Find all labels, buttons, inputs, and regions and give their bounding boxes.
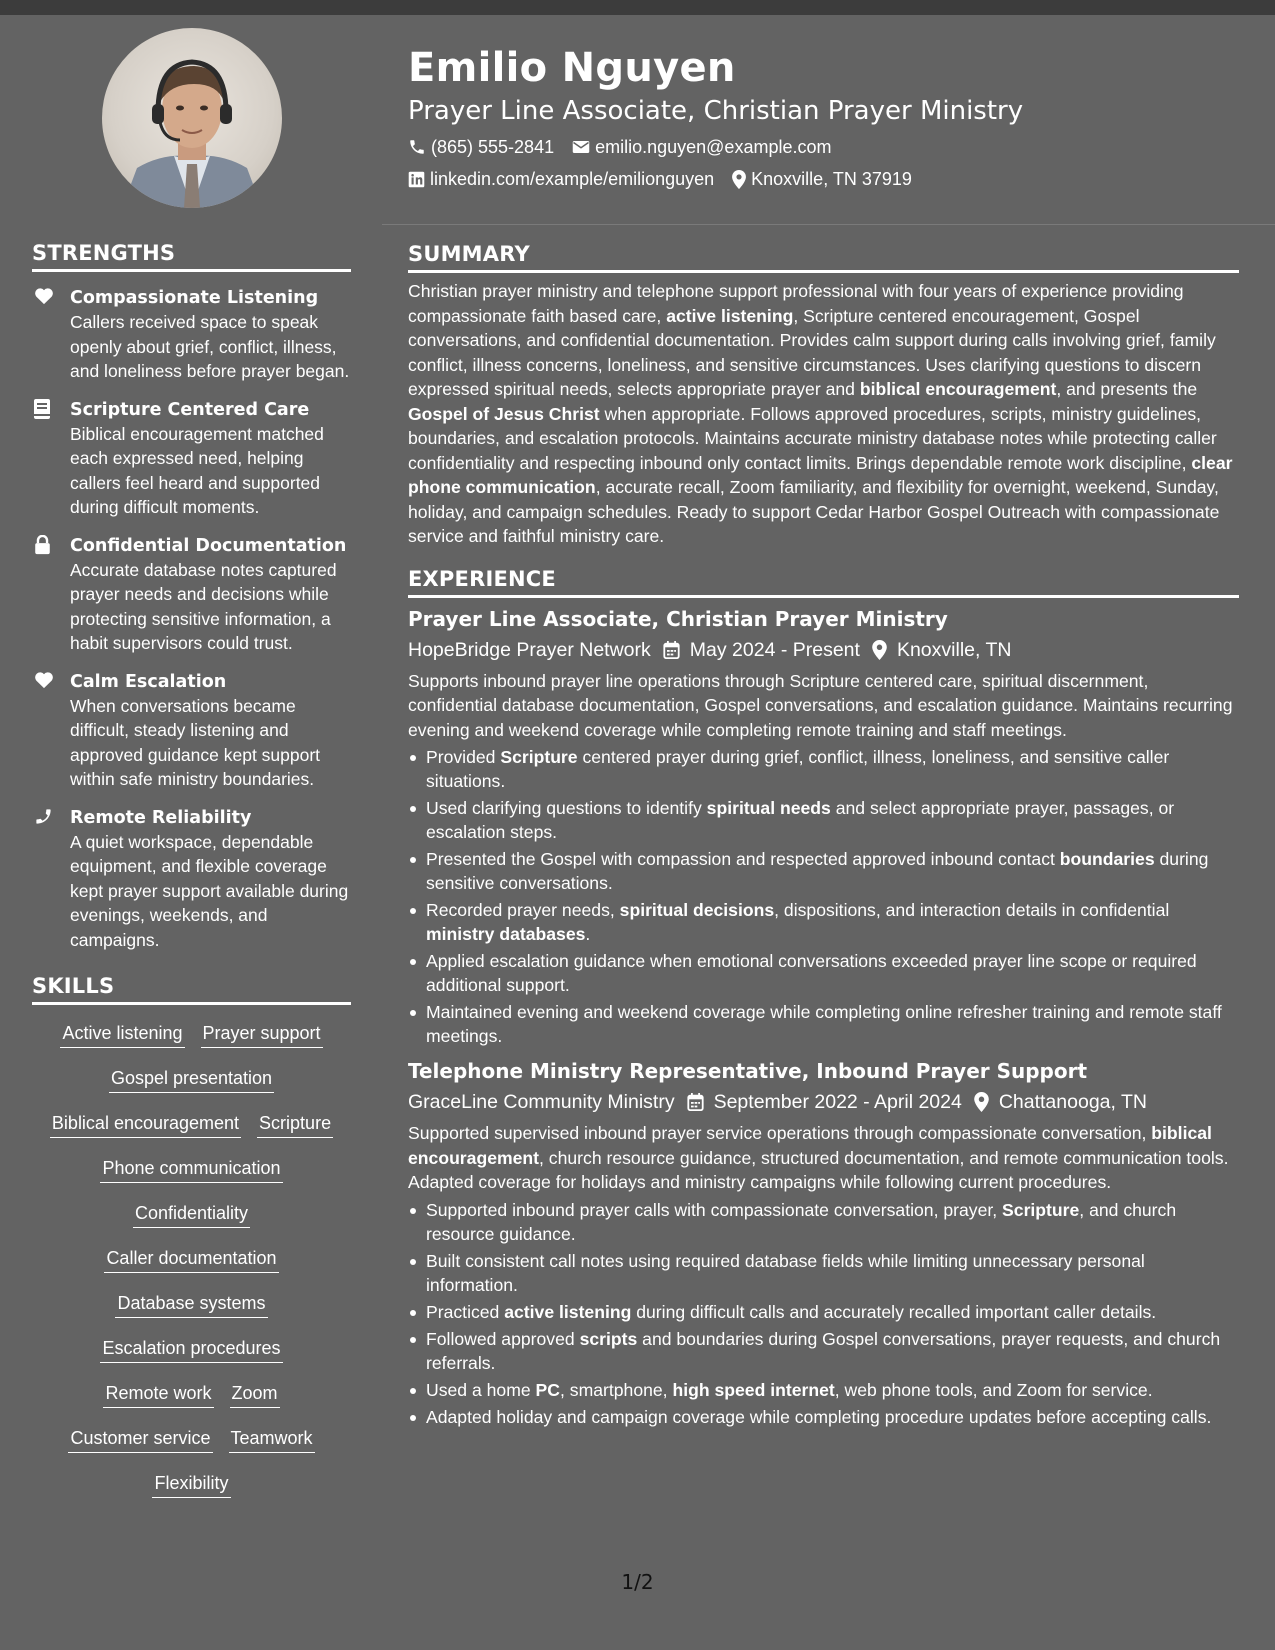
bullet-item bbox=[408, 847, 1239, 895]
experience-list bbox=[408, 606, 1239, 1429]
strength-description: Accurate database notes captured prayer needs and decisions while protecting sensitive information, a habit supervisors could trust. bbox=[70, 559, 337, 653]
text: Built consistent call notes using required database fields while limiting unnecessary personal information. bbox=[426, 1250, 1145, 1295]
strength-item bbox=[32, 806, 351, 953]
skill-tag: Phone communication bbox=[100, 1156, 282, 1183]
location-text: Knoxville, TN 37919 bbox=[751, 169, 912, 189]
bullet-item bbox=[408, 796, 1239, 844]
strength-title: Confidential Documentation bbox=[70, 535, 347, 556]
bullet-item bbox=[408, 1300, 1239, 1324]
strengths-list bbox=[32, 286, 351, 952]
text: Supports inbound prayer line operations through Scripture centered care, spiritual discernment, confidential database documentation, Gospel conversations, and escalation guidance. Maintains recurring evening and weekend coverage while completing remote training and staff meetings. bbox=[408, 670, 1233, 740]
linkedin-icon bbox=[408, 171, 425, 188]
skill-tag: Customer service bbox=[68, 1426, 212, 1453]
job-entry bbox=[408, 606, 1239, 1049]
skill-row bbox=[32, 1330, 351, 1375]
bold-text: clear phone communication bbox=[408, 452, 1233, 497]
contact-row-1 bbox=[408, 136, 1238, 158]
bullet-item bbox=[408, 1327, 1239, 1375]
skill-tag: Remote work bbox=[103, 1381, 213, 1408]
text: Practiced bbox=[426, 1301, 505, 1322]
skill-row bbox=[32, 1195, 351, 1240]
text: and select appropriate prayer, passages, or escalation steps. bbox=[426, 798, 1175, 842]
bullet-item bbox=[408, 1000, 1239, 1048]
skill-tag: Prayer support bbox=[201, 1021, 323, 1048]
bold-text: active listening bbox=[666, 305, 794, 326]
skill-row bbox=[32, 1375, 351, 1420]
skill-tag: Gospel presentation bbox=[109, 1066, 274, 1093]
page-indicator: 1/2 bbox=[621, 1570, 654, 1594]
job-dates: May 2024 - Present bbox=[689, 638, 860, 661]
job-location: Chattanooga, TN bbox=[998, 1091, 1147, 1113]
text: . bbox=[585, 924, 591, 944]
bullet-item bbox=[408, 1405, 1239, 1429]
text: , and church resource guidance. bbox=[426, 1199, 1177, 1244]
calendar-icon bbox=[663, 641, 680, 659]
bullet-item bbox=[408, 1249, 1239, 1297]
strength-description: When conversations became difficult, steady listening and approved guidance kept support within safe ministry boundaries. bbox=[70, 695, 321, 789]
linkedin-link[interactable]: linkedin.com/example/emilionguyen bbox=[430, 169, 715, 189]
skill-tag: Teamwork bbox=[229, 1426, 315, 1453]
bullet-item bbox=[408, 898, 1239, 946]
job-company: GraceLine Community Ministry bbox=[408, 1091, 675, 1113]
skill-row bbox=[32, 1015, 351, 1060]
strength-title: Compassionate Listening bbox=[70, 288, 319, 308]
skill-row bbox=[32, 1240, 351, 1285]
bold-text: Gospel of Jesus Christ bbox=[408, 403, 600, 424]
strength-title: Remote Reliability bbox=[70, 807, 252, 828]
heart-icon bbox=[32, 286, 70, 384]
candidate-name: Emilio Nguyen bbox=[408, 45, 736, 91]
job-dates: September 2022 - April 2024 bbox=[713, 1091, 962, 1113]
contact-location bbox=[732, 168, 912, 190]
job-location: Knoxville, TN bbox=[896, 638, 1012, 661]
header-divider bbox=[382, 224, 1275, 225]
text: , accurate recall, Zoom familiarity, and flexibility for overnight, weekend, Sunday, holiday, and campaign schedules. Ready to support Cedar Harbor Gospel Outreach with compassionate service and faithful ministry care. bbox=[408, 477, 1220, 546]
top-bar bbox=[0, 0, 1275, 15]
contact-row-2 bbox=[408, 168, 1238, 190]
skill-tag: Active listening bbox=[60, 1021, 184, 1048]
main-content bbox=[408, 242, 1239, 1432]
job-entry bbox=[408, 1058, 1239, 1429]
strength-item bbox=[32, 534, 351, 656]
bold-text: high speed internet bbox=[672, 1379, 835, 1400]
contact-phone bbox=[408, 136, 554, 158]
text: and boundaries during Gospel conversations, prayer requests, and church referrals. bbox=[426, 1328, 1221, 1373]
bold-text: spiritual decisions bbox=[619, 900, 775, 920]
phone-icon bbox=[408, 138, 426, 156]
lock-icon bbox=[32, 534, 70, 656]
bullet-item bbox=[408, 1198, 1239, 1246]
text: centered prayer during grief, conflict, illness, loneliness, and sensitive caller situations. bbox=[426, 747, 1170, 791]
strength-item bbox=[32, 286, 351, 384]
skills-heading: SKILLS bbox=[32, 974, 351, 1005]
text: Used clarifying questions to identify bbox=[426, 798, 707, 818]
text: Adapted holiday and campaign coverage while completing procedure updates before accepting calls. bbox=[426, 1406, 1212, 1427]
bold-text: Scripture bbox=[500, 747, 578, 767]
summary-heading: SUMMARY bbox=[408, 242, 1239, 273]
text: Applied escalation guidance when emotional conversations exceeded prayer line scope or required additional support. bbox=[426, 951, 1197, 995]
skill-tag: Escalation procedures bbox=[100, 1336, 282, 1363]
strength-item bbox=[32, 398, 351, 520]
resume-header bbox=[408, 44, 1238, 190]
email-link[interactable]: emilio.nguyen@example.com bbox=[595, 137, 832, 157]
skill-row bbox=[32, 1150, 351, 1195]
job-title: Telephone Ministry Representative, Inbound Prayer Support bbox=[408, 1059, 1088, 1083]
job-meta bbox=[408, 1089, 1239, 1115]
text: during difficult calls and accurately recalled important caller details. bbox=[631, 1301, 1157, 1322]
text: Recorded prayer needs, bbox=[426, 900, 620, 920]
heart-icon bbox=[32, 670, 70, 792]
profile-photo bbox=[102, 28, 282, 208]
bold-text: spiritual needs bbox=[706, 798, 831, 818]
skill-tag: Caller documentation bbox=[104, 1246, 278, 1273]
text: Followed approved bbox=[426, 1328, 580, 1349]
text: when appropriate. Follows approved procedures, scripts, ministry guidelines, boundaries, and escalation protocols. Maintains accurate ministry database notes while protecting caller confidentiality and respecting inbound only contact limits. Brings dependable remote work discipline, bbox=[408, 403, 1217, 473]
text: Presented the Gospel with compassion and respected approved inbound contact bbox=[426, 849, 1060, 869]
bold-text: boundaries bbox=[1059, 849, 1155, 869]
text: , smartphone, bbox=[560, 1379, 673, 1400]
contact-linkedin[interactable] bbox=[408, 168, 714, 190]
bold-text: ministry databases bbox=[426, 924, 586, 944]
skill-tag: Database systems bbox=[115, 1291, 267, 1318]
text: Supported supervised inbound prayer service operations through compassionate conversation, bbox=[408, 1123, 1152, 1143]
skill-tag: Scripture bbox=[257, 1111, 333, 1138]
job-bullets bbox=[408, 745, 1239, 1048]
map-pin-icon bbox=[974, 1092, 989, 1112]
strength-title: Calm Escalation bbox=[70, 671, 227, 692]
skill-tag: Biblical encouragement bbox=[50, 1111, 241, 1138]
job-description bbox=[408, 669, 1239, 743]
skill-row bbox=[32, 1060, 351, 1105]
bold-text: PC bbox=[535, 1379, 560, 1400]
bullet-item bbox=[408, 949, 1239, 997]
bullet-item bbox=[408, 1378, 1239, 1402]
strength-description: Biblical encouragement matched each expressed need, helping callers feel heard and supported during difficult moments. bbox=[70, 423, 324, 517]
strengths-heading: STRENGTHS bbox=[32, 241, 351, 272]
strength-description: Callers received space to speak openly about grief, conflict, illness, and loneliness before prayer began. bbox=[70, 312, 350, 381]
calendar-icon bbox=[687, 1093, 704, 1111]
skill-row bbox=[32, 1285, 351, 1330]
text: Maintained evening and weekend coverage while completing online refresher training and remote staff meetings. bbox=[426, 1002, 1222, 1046]
phone-icon bbox=[32, 806, 70, 953]
text: during sensitive conversations. bbox=[426, 849, 1209, 893]
bold-text: scripts bbox=[579, 1328, 638, 1349]
strength-title: Scripture Centered Care bbox=[70, 399, 310, 420]
skill-tag: Confidentiality bbox=[133, 1201, 250, 1228]
text: Used a home bbox=[426, 1379, 536, 1400]
candidate-role: Prayer Line Associate, Christian Prayer Ministry bbox=[408, 96, 1024, 126]
strength-item bbox=[32, 670, 351, 792]
bold-text: active listening bbox=[504, 1301, 632, 1322]
skill-tag: Flexibility bbox=[152, 1471, 230, 1498]
bold-text: biblical encouragement bbox=[859, 379, 1057, 399]
skill-row bbox=[32, 1420, 351, 1465]
contact-email[interactable] bbox=[572, 136, 831, 158]
skills-list bbox=[32, 1015, 351, 1510]
bold-text: Scripture bbox=[1002, 1199, 1080, 1220]
text: , and presents the bbox=[1056, 379, 1198, 399]
text: , dispositions, and interaction details in confidential bbox=[774, 900, 1170, 920]
bullet-item bbox=[408, 745, 1239, 793]
sidebar bbox=[32, 28, 351, 1510]
text: , Scripture centered encouragement, Gospel conversations, and confidential documentation. Provides calm support during calls involving grief, family conflict, illness concerns, loneliness, and sensitive circumstances. Uses clarifying questions to discern expressed spiritual needs, selects appropriate prayer and bbox=[408, 305, 1216, 399]
phone-text: (865) 555-2841 bbox=[431, 137, 555, 157]
job-company: HopeBridge Prayer Network bbox=[408, 638, 651, 661]
text: Supported inbound prayer calls with compassionate conversation, prayer, bbox=[426, 1199, 1003, 1220]
text: Provided bbox=[426, 747, 501, 767]
text: , web phone tools, and Zoom for service. bbox=[834, 1379, 1153, 1400]
skill-row bbox=[32, 1465, 351, 1510]
experience-heading: EXPERIENCE bbox=[408, 567, 1239, 598]
bold-text: biblical encouragement bbox=[408, 1123, 1212, 1168]
map-pin-icon bbox=[732, 170, 746, 189]
book-icon bbox=[32, 398, 70, 520]
summary-text bbox=[408, 279, 1239, 549]
skill-tag: Zoom bbox=[230, 1381, 280, 1408]
job-title: Prayer Line Associate, Christian Prayer Ministry bbox=[408, 606, 948, 631]
text: , church resource guidance, structured documentation, and remote communication tools. Adapted coverage for holidays and ministry campaigns while following current procedures. bbox=[408, 1147, 1229, 1192]
skill-row bbox=[32, 1105, 351, 1150]
envelope-icon bbox=[572, 139, 590, 155]
text: Christian prayer ministry and telephone support professional with four years of experience providing compassionate faith based care, bbox=[408, 281, 1184, 326]
strength-description: A quiet workspace, dependable equipment, and flexible coverage kept prayer support available during evenings, weekends, and campaigns. bbox=[70, 831, 349, 950]
map-pin-icon bbox=[872, 640, 887, 660]
job-description bbox=[408, 1121, 1239, 1195]
job-meta bbox=[408, 637, 1239, 663]
job-bullets bbox=[408, 1198, 1239, 1429]
